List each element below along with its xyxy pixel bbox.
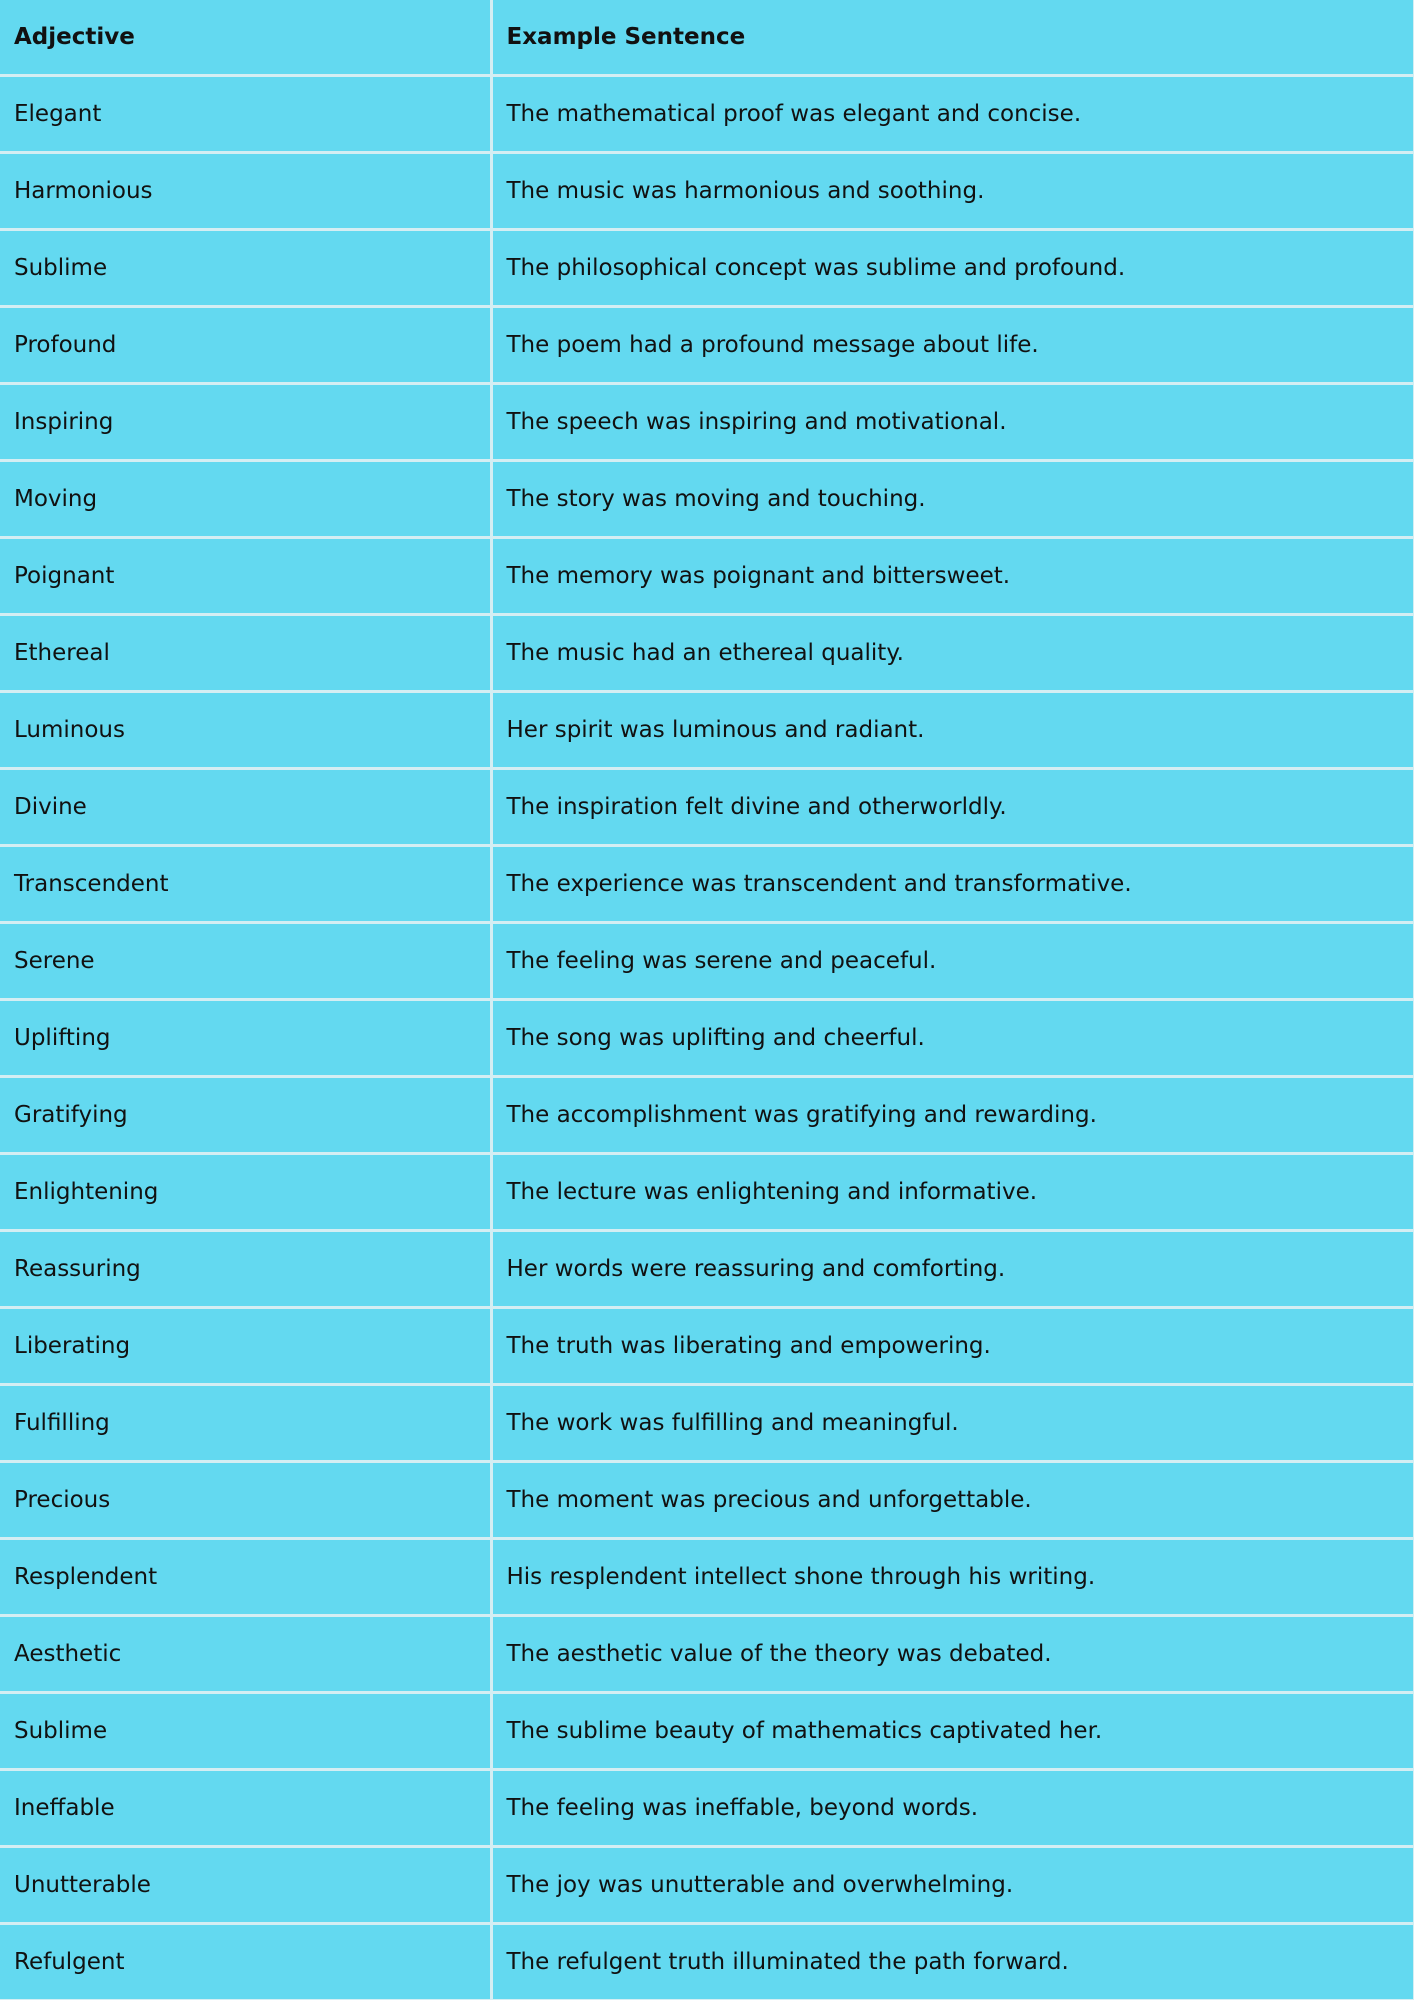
table-row bbox=[0, 769, 1414, 846]
table-body bbox=[0, 76, 1414, 2000]
table-row bbox=[0, 1693, 1414, 1770]
adjective-cell: Sublime bbox=[0, 230, 491, 307]
header-adjective: Adjective bbox=[0, 0, 491, 76]
adjective-cell: Inspiring bbox=[0, 384, 491, 461]
example-sentence-cell: The speech was inspiring and motivational. bbox=[491, 384, 1414, 461]
example-sentence-cell: The mathematical proof was elegant and concise. bbox=[491, 76, 1414, 153]
example-sentence-cell: The memory was poignant and bittersweet. bbox=[491, 538, 1414, 615]
table-row bbox=[0, 1154, 1414, 1231]
table-row bbox=[0, 76, 1414, 153]
table-row bbox=[0, 538, 1414, 615]
example-sentence-cell: The feeling was serene and peaceful. bbox=[491, 923, 1414, 1000]
example-sentence-cell: Her spirit was luminous and radiant. bbox=[491, 692, 1414, 769]
adjective-cell: Gratifying bbox=[0, 1077, 491, 1154]
example-sentence-cell: The feeling was ineffable, beyond words. bbox=[491, 1770, 1414, 1847]
table-row bbox=[0, 1616, 1414, 1693]
example-sentence-cell: The music had an ethereal quality. bbox=[491, 615, 1414, 692]
table-row bbox=[0, 1231, 1414, 1308]
adjective-cell: Serene bbox=[0, 923, 491, 1000]
table-row bbox=[0, 1539, 1414, 1616]
example-sentence-cell: The sublime beauty of mathematics captivated her. bbox=[491, 1693, 1414, 1770]
adjective-cell: Poignant bbox=[0, 538, 491, 615]
table-row bbox=[0, 1077, 1414, 1154]
adjective-cell: Sublime bbox=[0, 1693, 491, 1770]
example-sentence-cell: His resplendent intellect shone through his writing. bbox=[491, 1539, 1414, 1616]
example-sentence-cell: The moment was precious and unforgettable. bbox=[491, 1462, 1414, 1539]
example-sentence-cell: The work was fulfilling and meaningful. bbox=[491, 1385, 1414, 1462]
adjective-cell: Profound bbox=[0, 307, 491, 384]
header-example-sentence: Example Sentence bbox=[491, 0, 1414, 76]
adjective-cell: Refulgent bbox=[0, 1924, 491, 2000]
table-row bbox=[0, 307, 1414, 384]
table-row bbox=[0, 1462, 1414, 1539]
example-sentence-cell: Her words were reassuring and comforting. bbox=[491, 1231, 1414, 1308]
adjective-cell: Elegant bbox=[0, 76, 491, 153]
example-sentence-cell: The philosophical concept was sublime and profound. bbox=[491, 230, 1414, 307]
table-row bbox=[0, 384, 1414, 461]
example-sentence-cell: The accomplishment was gratifying and rewarding. bbox=[491, 1077, 1414, 1154]
adjective-cell: Uplifting bbox=[0, 1000, 491, 1077]
table-row bbox=[0, 923, 1414, 1000]
example-sentence-cell: The aesthetic value of the theory was debated. bbox=[491, 1616, 1414, 1693]
table-row bbox=[0, 1308, 1414, 1385]
table-row bbox=[0, 846, 1414, 923]
example-sentence-cell: The story was moving and touching. bbox=[491, 461, 1414, 538]
example-sentence-cell: The refulgent truth illuminated the path forward. bbox=[491, 1924, 1414, 2000]
table-row bbox=[0, 1770, 1414, 1847]
example-sentence-cell: The music was harmonious and soothing. bbox=[491, 153, 1414, 230]
adjective-cell: Transcendent bbox=[0, 846, 491, 923]
adjective-cell: Divine bbox=[0, 769, 491, 846]
example-sentence-cell: The song was uplifting and cheerful. bbox=[491, 1000, 1414, 1077]
table-header bbox=[0, 0, 1414, 76]
adjective-cell: Resplendent bbox=[0, 1539, 491, 1616]
table-row bbox=[0, 615, 1414, 692]
adjective-cell: Harmonious bbox=[0, 153, 491, 230]
table-row bbox=[0, 1000, 1414, 1077]
header-row bbox=[0, 0, 1414, 76]
table-row bbox=[0, 461, 1414, 538]
adjective-cell: Reassuring bbox=[0, 1231, 491, 1308]
table-row bbox=[0, 1385, 1414, 1462]
example-sentence-cell: The experience was transcendent and transformative. bbox=[491, 846, 1414, 923]
table-row bbox=[0, 1847, 1414, 1924]
example-sentence-cell: The truth was liberating and empowering. bbox=[491, 1308, 1414, 1385]
adjective-cell: Ethereal bbox=[0, 615, 491, 692]
example-sentence-cell: The joy was unutterable and overwhelming. bbox=[491, 1847, 1414, 1924]
adjective-cell: Fulfilling bbox=[0, 1385, 491, 1462]
table-row bbox=[0, 230, 1414, 307]
table-row bbox=[0, 692, 1414, 769]
table-row bbox=[0, 1924, 1414, 2000]
adjective-cell: Luminous bbox=[0, 692, 491, 769]
adjective-cell: Enlightening bbox=[0, 1154, 491, 1231]
adjective-cell: Moving bbox=[0, 461, 491, 538]
adjective-cell: Precious bbox=[0, 1462, 491, 1539]
example-sentence-cell: The poem had a profound message about life. bbox=[491, 307, 1414, 384]
example-sentence-cell: The lecture was enlightening and informative. bbox=[491, 1154, 1414, 1231]
table-row bbox=[0, 153, 1414, 230]
adjective-cell: Ineffable bbox=[0, 1770, 491, 1847]
adjective-cell: Liberating bbox=[0, 1308, 491, 1385]
example-sentence-cell: The inspiration felt divine and otherworldly. bbox=[491, 769, 1414, 846]
adjective-cell: Unutterable bbox=[0, 1847, 491, 1924]
adjective-cell: Aesthetic bbox=[0, 1616, 491, 1693]
